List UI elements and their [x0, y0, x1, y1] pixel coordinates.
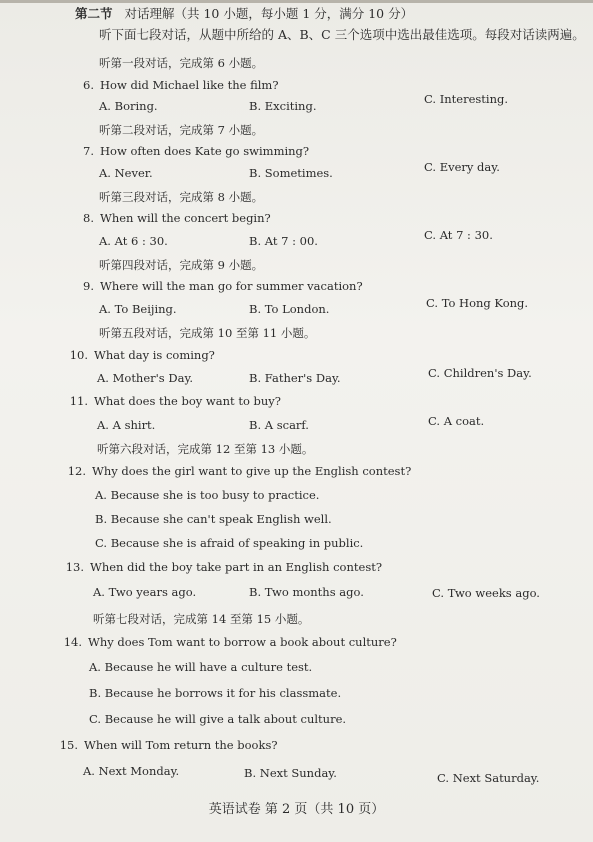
- question-text: What does the boy want to buy?: [94, 394, 281, 408]
- option-b[interactable]: B. Sometimes.: [249, 166, 333, 180]
- question-7: [72, 144, 309, 158]
- question-9: [72, 279, 363, 293]
- option-a[interactable]: A. A shirt.: [97, 418, 156, 432]
- question-text: When did the boy take part in an English contest?: [90, 560, 383, 574]
- dialogue-subhead: 听第二段对话，完成第 7 小题。: [99, 123, 264, 137]
- dialogue-subhead: 听第四段对话，完成第 9 小题。: [99, 258, 264, 272]
- question-number: 14.: [63, 635, 82, 649]
- option-c[interactable]: C. Children's Day.: [428, 366, 532, 380]
- option-b[interactable]: B. A scarf.: [249, 418, 309, 432]
- option-a[interactable]: A. At 6 : 30.: [99, 234, 168, 248]
- option-b[interactable]: B. Because she can't speak English well.: [95, 512, 332, 526]
- dialogue-subhead: 听第一段对话，完成第 6 小题。: [99, 56, 264, 70]
- question-number: 7.: [83, 144, 94, 158]
- option-b[interactable]: B. At 7 : 00.: [249, 234, 318, 248]
- question-number: 13.: [65, 560, 84, 574]
- dialogue-subhead: 听第三段对话，完成第 8 小题。: [99, 190, 264, 204]
- option-a[interactable]: A. Two years ago.: [93, 585, 197, 599]
- question-text: Why does the girl want to give up the English contest?: [92, 464, 412, 478]
- option-a[interactable]: A. Because he will have a culture test.: [89, 660, 313, 674]
- option-c[interactable]: C. To Hong Kong.: [426, 296, 529, 310]
- section-instruction: 听下面七段对话，从题中所给的 A、B、C 三个选项中选出最佳选项。每段对话读两遍。: [99, 27, 585, 42]
- question-text: When will the concert begin?: [100, 211, 271, 225]
- question-number: 15.: [59, 738, 78, 752]
- question-text: Why does Tom want to borrow a book about culture?: [88, 635, 397, 649]
- dialogue-subhead: 听第五段对话，完成第 10 至第 11 小题。: [99, 326, 316, 340]
- option-c[interactable]: C. Because he will give a talk about culture.: [89, 712, 347, 726]
- question-number: 8.: [83, 211, 94, 225]
- option-b[interactable]: B. To London.: [249, 302, 330, 316]
- section-label: 第二节: [75, 6, 113, 21]
- option-c[interactable]: C. Interesting.: [424, 92, 509, 106]
- option-a[interactable]: A. Mother's Day.: [97, 371, 194, 385]
- question-number: 12.: [67, 464, 86, 478]
- option-b[interactable]: B. Exciting.: [249, 99, 317, 113]
- option-c[interactable]: C. Because she is afraid of speaking in public.: [95, 536, 364, 550]
- question-text: When will Tom return the books?: [84, 738, 278, 752]
- option-a[interactable]: A. To Beijing.: [99, 302, 177, 316]
- question-8: [72, 211, 271, 225]
- question-text: How often does Kate go swimming?: [100, 144, 310, 158]
- dialogue-subhead: 听第七段对话，完成第 14 至第 15 小题。: [93, 612, 310, 626]
- option-a[interactable]: A. Never.: [99, 166, 153, 180]
- dialogue-subhead: 听第六段对话，完成第 12 至第 13 小题。: [97, 442, 314, 456]
- question-13: [62, 560, 382, 574]
- option-c[interactable]: C. At 7 : 30.: [424, 228, 493, 242]
- question-number: 10.: [69, 348, 88, 362]
- section-title: 对话理解（共 10 小题，每小题 1 分，满分 10 分）: [124, 6, 414, 21]
- page-top-edge: [0, 0, 593, 3]
- question-12: [64, 464, 411, 478]
- option-c[interactable]: C. Next Saturday.: [437, 771, 540, 785]
- question-6: [72, 78, 279, 92]
- option-a[interactable]: A. Next Monday.: [83, 764, 180, 778]
- option-b[interactable]: B. Father's Day.: [249, 371, 341, 385]
- question-text: Where will the man go for summer vacation?: [100, 279, 363, 293]
- option-c[interactable]: C. Two weeks ago.: [432, 586, 540, 600]
- option-a[interactable]: A. Boring.: [99, 99, 158, 113]
- option-a[interactable]: A. Because she is too busy to practice.: [95, 488, 320, 502]
- question-10: [66, 348, 215, 362]
- question-15: [56, 738, 278, 752]
- section-header: [75, 4, 413, 22]
- option-b[interactable]: B. Next Sunday.: [244, 766, 337, 780]
- question-number: 9.: [83, 279, 94, 293]
- question-number: 6.: [83, 78, 94, 92]
- question-text: What day is coming?: [94, 348, 215, 362]
- question-text: How did Michael like the film?: [100, 78, 279, 92]
- page-footer: 英语试卷 第 2 页（共 10 页）: [208, 802, 385, 817]
- question-number: 11.: [69, 394, 88, 408]
- option-c[interactable]: C. Every day.: [424, 160, 500, 174]
- question-14: [60, 635, 397, 649]
- option-b[interactable]: B. Two months ago.: [249, 585, 364, 599]
- option-b[interactable]: B. Because he borrows it for his classmate.: [89, 686, 342, 700]
- question-11: [66, 394, 281, 408]
- option-c[interactable]: C. A coat.: [428, 414, 485, 428]
